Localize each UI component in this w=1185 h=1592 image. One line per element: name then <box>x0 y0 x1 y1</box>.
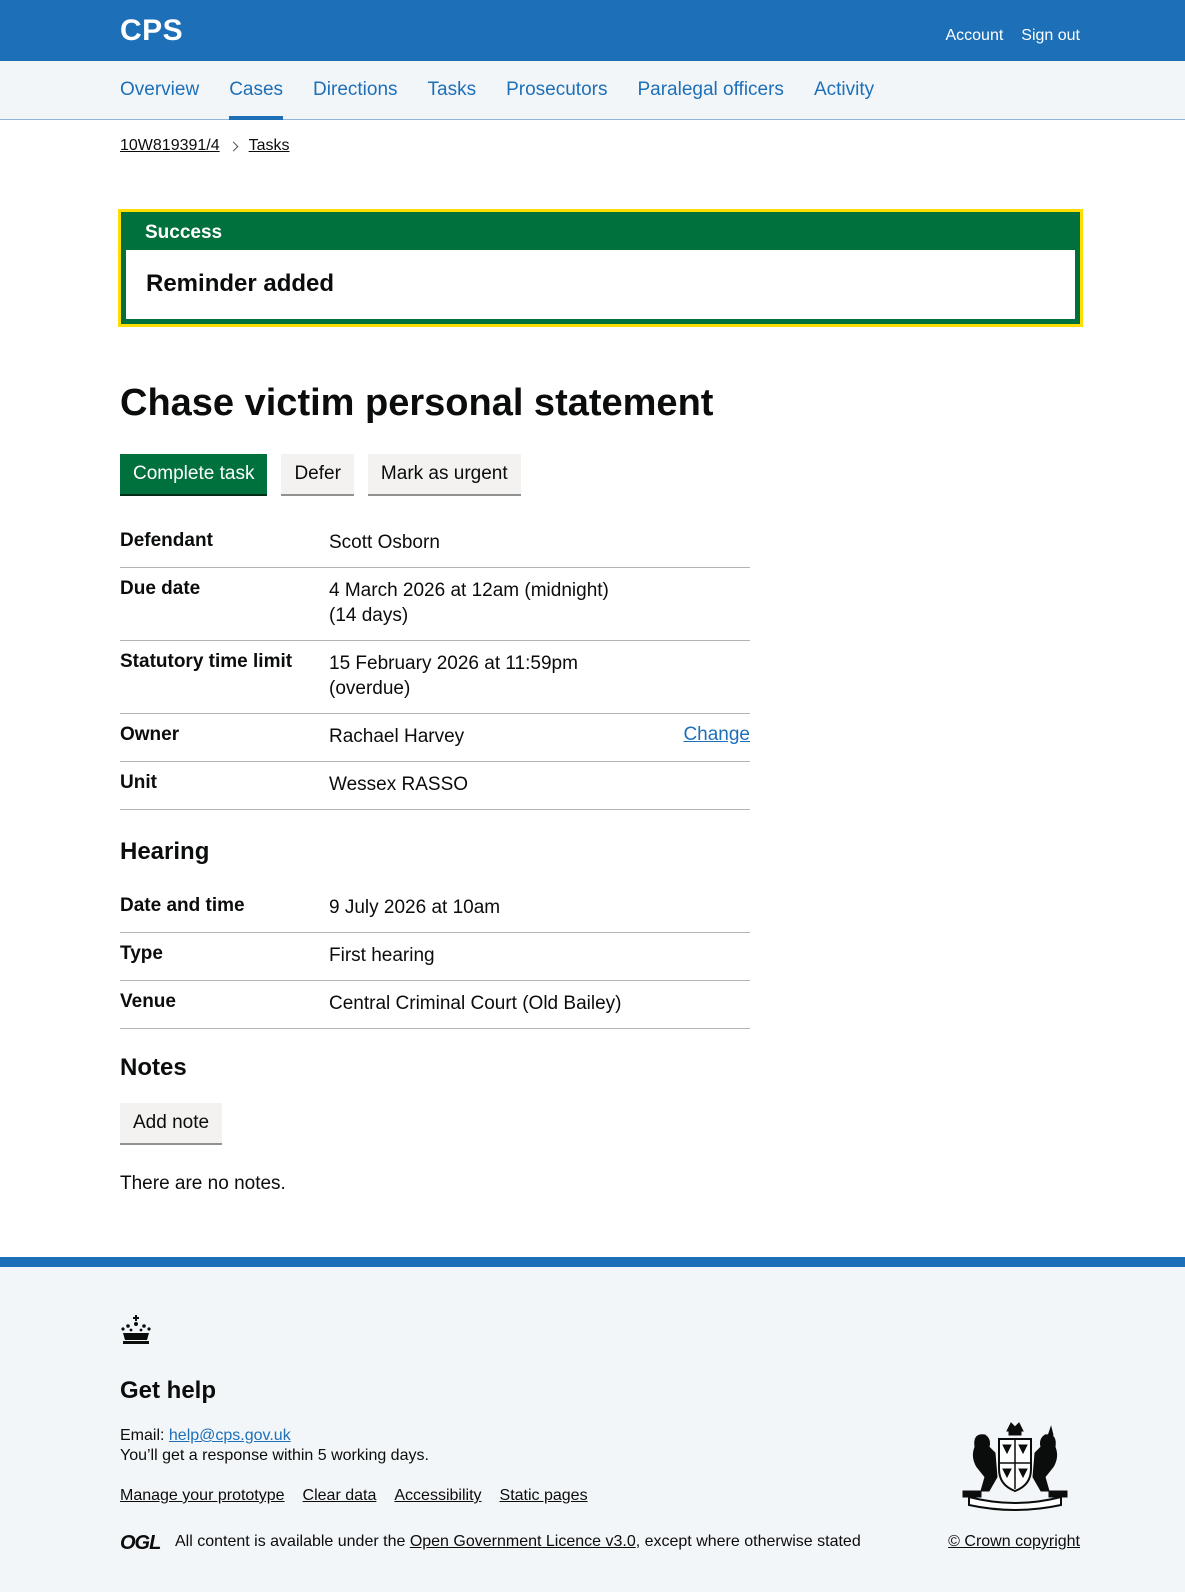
email-label: Email: <box>120 1427 169 1444</box>
nav-item-directions <box>313 61 397 120</box>
page-title: Chase victim personal statement <box>120 382 714 424</box>
chevron-right-icon <box>228 141 238 151</box>
summary-key: Type <box>120 943 163 964</box>
nav-item-overview <box>120 61 199 120</box>
response-time-text: You’ll get a response within 5 working days. <box>120 1447 429 1464</box>
summary-row-defendant <box>120 520 750 568</box>
complete-task-button[interactable]: Complete task <box>120 454 267 494</box>
footer-heading: Get help <box>120 1377 217 1404</box>
no-notes-text: There are no notes. <box>120 1173 286 1194</box>
account-link[interactable]: Account <box>945 27 1004 44</box>
summary-row-owner <box>120 714 750 762</box>
breadcrumb-case-link[interactable]: 10W819391/4 <box>120 137 220 154</box>
nav-item-tasks <box>428 61 477 120</box>
ogl-logo-icon: OGL <box>120 1532 161 1554</box>
nav-link-activity[interactable]: Activity <box>813 79 875 100</box>
summary-row-type <box>120 933 750 981</box>
crown-copyright-link[interactable]: © Crown copyright <box>948 1533 1080 1550</box>
nav-item-cases <box>229 61 283 120</box>
summary-value: Scott Osborn <box>329 532 440 553</box>
footer-links <box>120 1487 588 1505</box>
task-summary-list <box>120 520 750 810</box>
summary-value: 15 February 2026 at 11:59pm (overdue) <box>329 653 578 699</box>
nav-link-tasks[interactable]: Tasks <box>427 79 477 100</box>
clear-data-link[interactable]: Clear data <box>302 1487 377 1504</box>
nav-item-activity <box>814 61 874 120</box>
summary-key: Defendant <box>120 530 213 551</box>
accessibility-link[interactable]: Accessibility <box>394 1487 482 1504</box>
primary-nav <box>0 61 1185 120</box>
breadcrumb-tasks-link[interactable]: Tasks <box>248 137 290 154</box>
nav-item-prosecutors <box>506 61 607 120</box>
summary-key: Unit <box>120 772 157 793</box>
summary-row-venue <box>120 981 750 1029</box>
summary-row-unit <box>120 762 750 810</box>
licence-text <box>175 1533 861 1551</box>
summary-key: Venue <box>120 991 176 1012</box>
banner-heading: Reminder added <box>146 270 335 297</box>
licence-link[interactable]: Open Government Licence v3.0 <box>409 1533 636 1550</box>
nav-item-paralegal-officers <box>637 61 783 120</box>
notes-heading: Notes <box>120 1054 187 1081</box>
nav-link-overview[interactable]: Overview <box>120 79 200 100</box>
add-note-button[interactable]: Add note <box>120 1103 222 1143</box>
banner-body <box>126 250 1075 319</box>
royal-coat-of-arms-icon <box>955 1417 1075 1517</box>
licence-suffix: , except where otherwise stated <box>635 1533 861 1550</box>
summary-key: Owner <box>120 724 180 745</box>
summary-value: Rachael Harvey <box>329 726 465 747</box>
success-banner <box>118 209 1083 327</box>
site-footer <box>0 1257 1185 1592</box>
footer-email <box>120 1427 291 1445</box>
banner-title: Success <box>145 222 223 243</box>
summary-row-date-and-time <box>120 885 750 933</box>
nav-link-directions[interactable]: Directions <box>313 79 398 100</box>
breadcrumb <box>120 137 290 155</box>
task-actions <box>120 454 521 494</box>
summary-row-due-date <box>120 568 750 641</box>
licence-prefix: All content is available under the <box>175 1533 410 1550</box>
summary-value: Wessex RASSO <box>329 774 469 795</box>
static-pages-link[interactable]: Static pages <box>499 1487 588 1504</box>
manage-prototype-link[interactable]: Manage your prototype <box>120 1487 285 1504</box>
defer-button[interactable]: Defer <box>281 454 353 494</box>
nav-link-paralegal-officers[interactable]: Paralegal officers <box>637 79 784 100</box>
summary-key: Statutory time limit <box>120 651 293 672</box>
help-email-link[interactable]: help@cps.gov.uk <box>168 1427 291 1444</box>
summary-value: 4 March 2026 at 12am (midnight) (14 days) <box>329 580 609 626</box>
hearing-summary-list <box>120 885 750 1029</box>
change-owner-link[interactable]: Change <box>683 724 750 745</box>
nav-link-cases[interactable]: Cases <box>229 61 283 120</box>
summary-value: First hearing <box>329 945 435 966</box>
sign-out-link[interactable]: Sign out <box>1021 27 1080 44</box>
summary-key: Date and time <box>120 895 245 916</box>
summary-row-statutory-time-limit <box>120 641 750 714</box>
hearing-heading: Hearing <box>120 838 210 865</box>
crown-icon <box>120 1315 152 1345</box>
summary-value: 9 July 2026 at 10am <box>329 897 501 918</box>
summary-key: Due date <box>120 578 201 599</box>
summary-value: Central Criminal Court (Old Bailey) <box>329 993 622 1014</box>
mark-urgent-button[interactable]: Mark as urgent <box>368 454 521 494</box>
nav-link-prosecutors[interactable]: Prosecutors <box>506 79 608 100</box>
account-nav <box>945 27 1080 45</box>
site-header <box>0 0 1185 61</box>
brand-logo[interactable]: CPS <box>120 14 184 47</box>
